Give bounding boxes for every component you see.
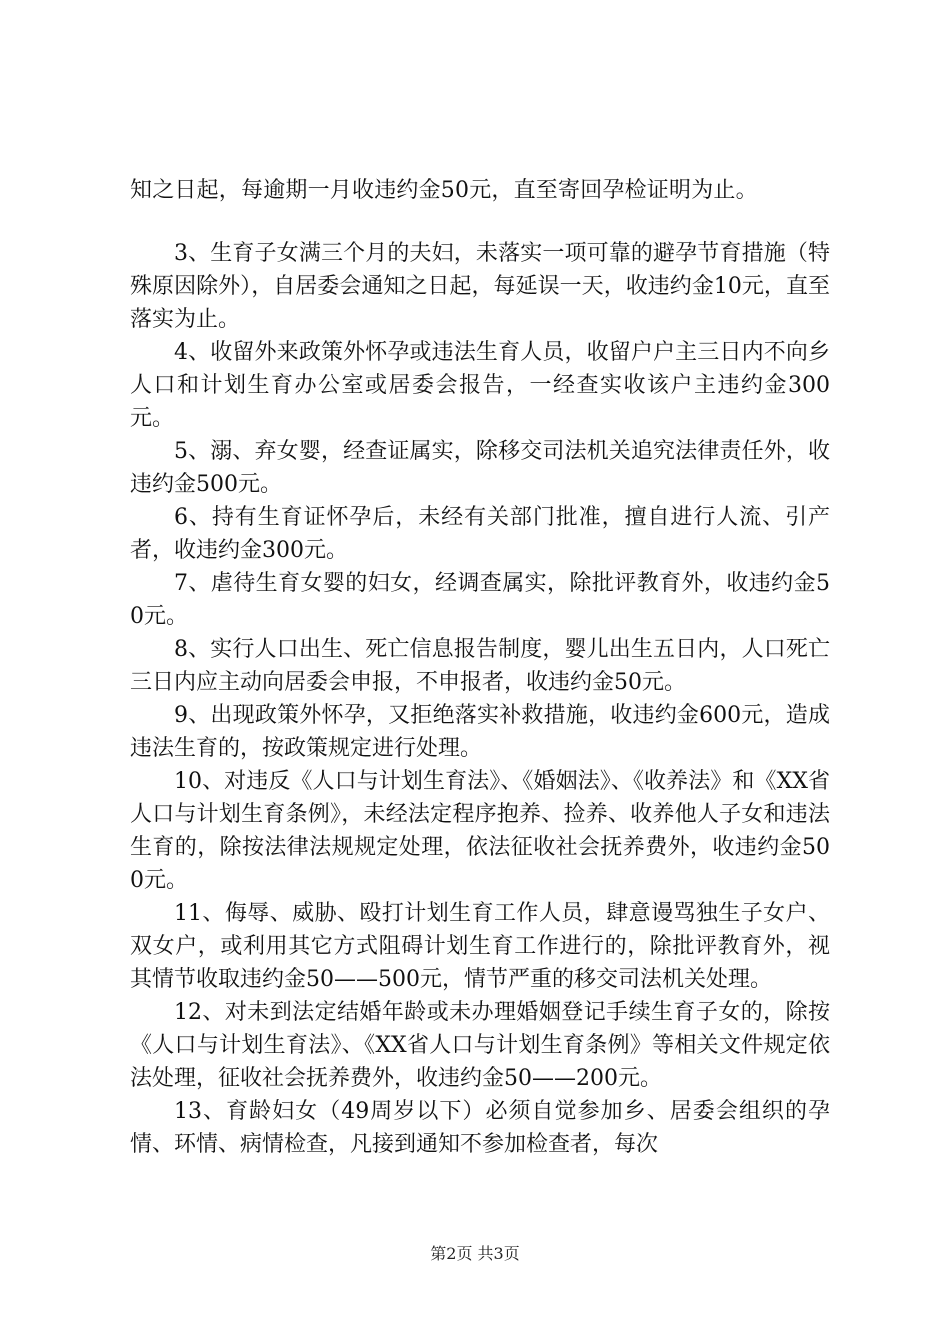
paragraph-item-11: 11、侮辱、威胁、殴打计划生育工作人员，肆意谩骂独生子女户、双女户，或利用其它方式阻碍计划生育工作进行的，除批评教育外，视其情节收取违约金50——500元，情节严重的移交司法机关处理。 [130,901,830,992]
page-footer [0,1244,950,1264]
paragraph-item-13: 13、育龄妇女（49周岁以下）必须自觉参加乡、居委会组织的孕情、环情、病情检查，凡接到通知不参加检查者，每次 [130,1099,830,1157]
document-body [130,174,830,1161]
paragraph-item-10: 10、对违反《人口与计划生育法》、《婚姻法》、《收养法》和《XX省人口与计划生育条例》，未经法定程序抱养、捡养、收养他人子女和违法生育的，除按法律法规规定处理，依法征收社会抚养费外，收违约金500元。 [130,769,830,893]
paragraph-item-6: 6、持有生育证怀孕后，未经有关部门批准，擅自进行人流、引产者，收违约金300元。 [130,505,830,563]
paragraph-item-5: 5、溺、弃女婴，经查证属实，除移交司法机关追究法律责任外，收违约金500元。 [130,439,830,497]
continuation-paragraph: 知之日起，每逾期一月收违约金50元，直至寄回孕检证明为止。 [130,178,758,203]
paragraph-item-7: 7、虐待生育女婴的妇女，经调查属实，除批评教育外，收违约金50元。 [130,571,830,629]
paragraph-item-3: 3、生育子女满三个月的夫妇，未落实一项可靠的避孕节育措施（特殊原因除外），自居委会通知之日起，每延误一天，收违约金10元，直至落实为止。 [130,241,830,332]
paragraph-item-4: 4、收留外来政策外怀孕或违法生育人员，收留户户主三日内不向乡人口和计划生育办公室或居委会报告，一经查实收该户主违约金300元。 [130,340,830,431]
paragraph-item-8: 8、实行人口出生、死亡信息报告制度，婴儿出生五日内，人口死亡三日内应主动向居委会申报，不申报者，收违约金50元。 [130,637,830,695]
paragraph-item-12: 12、对未到法定结婚年龄或未办理婚姻登记手续生育子女的，除按《人口与计划生育法》、《XX省人口与计划生育条例》等相关文件规定依法处理，征收社会抚养费外，收违约金50——200元。 [130,1000,830,1091]
paragraph-gap [130,207,830,237]
page-number: 第2页 共3页 [430,1244,520,1263]
paragraph-item-9: 9、出现政策外怀孕，又拒绝落实补救措施，收违约金600元，造成违法生育的，按政策规定进行处理。 [130,703,830,761]
